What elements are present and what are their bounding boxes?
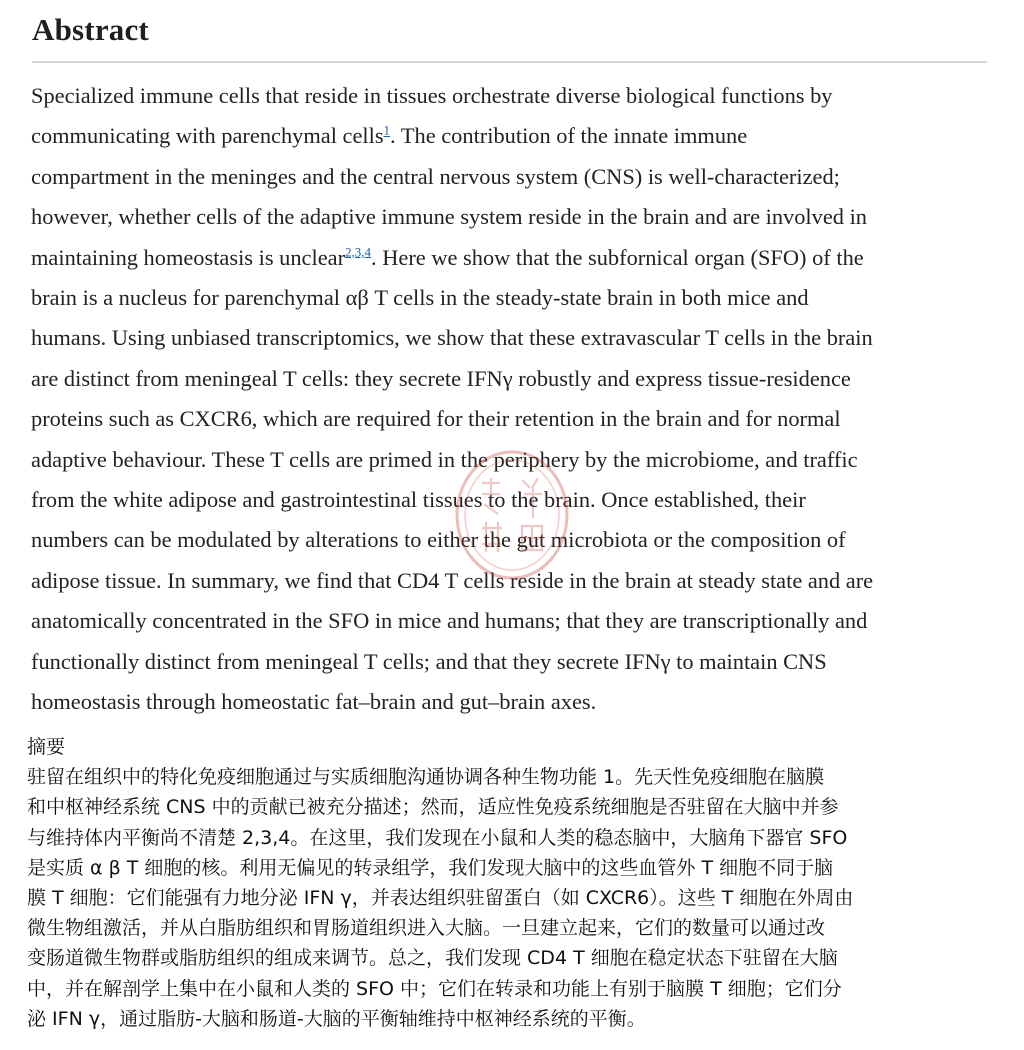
abstract-line: humans. Using unbiased transcriptomics, we show that these extravascular T cells in the brain bbox=[31, 325, 873, 351]
abstract-line: functionally distinct from meningeal T cells; and that they secrete IFNγ to maintain CNS bbox=[31, 648, 827, 674]
chinese-line: 与维持体内平衡尚不清楚 2,3,4。在这里，我们发现在小鼠和人类的稳态脑中，大脑角下器官 SFO bbox=[27, 826, 848, 849]
abstract-line: adipose tissue. In summary, we find that CD4 T cells reside in the brain at steady state and are bbox=[31, 567, 874, 593]
heading-divider bbox=[32, 61, 987, 63]
abstract-line: proteins such as CXCR6, which are required for their retention in the brain and for normal bbox=[31, 406, 841, 432]
abstract-line: Specialized immune cells that reside in tissues orchestrate diverse biological functions by bbox=[31, 83, 833, 108]
chinese-abstract-title: 摘要 bbox=[27, 736, 66, 758]
abstract-line bbox=[31, 238, 1006, 278]
chinese-abstract bbox=[27, 732, 1007, 1034]
abstract-line: are distinct from meningeal T cells: they secrete IFNγ robustly and express tissue-residence bbox=[31, 365, 851, 391]
chinese-line: 膜 T 细胞：它们能强有力地分泌 IFN γ，并表达组织驻留蛋白（如 CXCR6）。这些 T 细胞在外周由 bbox=[27, 887, 854, 910]
citation-link[interactable]: 1 bbox=[383, 122, 391, 138]
english-abstract bbox=[31, 76, 1006, 723]
citation-link[interactable]: 2,3,4 bbox=[345, 244, 372, 260]
chinese-line: 是实质 α β T 细胞的核。利用无偏见的转录组学，我们发现大脑中的这些血管外 T 细胞不同于脑 bbox=[27, 856, 834, 879]
abstract-text: . Here we show that the subfornical organ (SFO) of the bbox=[371, 244, 864, 270]
abstract-line: compartment in the meninges and the central nervous system (CNS) is well-characterized; bbox=[31, 163, 840, 189]
abstract-line: from the white adipose and gastrointestinal tissues to the brain. Once established, their bbox=[31, 487, 806, 513]
chinese-line: 中，并在解剖学上集中在小鼠和人类的 SFO 中；它们在转录和功能上有别于脑膜 T 细胞；它们分 bbox=[27, 977, 842, 1000]
abstract-text: . The contribution of the innate immune bbox=[390, 123, 748, 149]
chinese-line: 变肠道微生物群或脂肪组织的组成来调节。总之，我们发现 CD4 T 细胞在稳定状态下驻留在大脑 bbox=[27, 947, 838, 970]
chinese-line: 泌 IFN γ，通过脂肪-大脑和肠道-大脑的平衡轴维持中枢神经系统的平衡。 bbox=[27, 1007, 646, 1030]
abstract-line: brain is a nucleus for parenchymal αβ T cells in the steady-state brain in both mice and bbox=[31, 285, 809, 311]
abstract-line: however, whether cells of the adaptive immune system reside in the brain and are involved in bbox=[31, 204, 867, 230]
abstract-line: anatomically concentrated in the SFO in mice and humans; that they are transcriptionally and bbox=[31, 608, 868, 634]
chinese-line: 驻留在组织中的特化免疫细胞通过与实质细胞沟通协调各种生物功能 1。先天性免疫细胞在脑膜 bbox=[27, 766, 825, 789]
abstract-line: numbers can be modulated by alterations to either the gut microbiota or the composition of bbox=[31, 527, 846, 553]
abstract-text: communicating with parenchymal cells bbox=[31, 123, 384, 149]
abstract-line: adaptive behaviour. These T cells are primed in the periphery by the microbiome, and traffic bbox=[31, 446, 858, 472]
chinese-line: 和中枢神经系统 CNS 中的贡献已被充分描述；然而，适应性免疫系统细胞是否驻留在大脑中并参 bbox=[27, 796, 839, 819]
abstract-text: maintaining homeostasis is unclear bbox=[31, 244, 346, 270]
chinese-line: 微生物组激活，并从白脂肪组织和胃肠道组织进入大脑。一旦建立起来，它们的数量可以通过改 bbox=[27, 917, 826, 940]
abstract-heading: Abstract bbox=[32, 12, 149, 47]
abstract-line bbox=[31, 116, 1006, 156]
abstract-line: homeostasis through homeostatic fat–brain and gut–brain axes. bbox=[31, 689, 597, 715]
